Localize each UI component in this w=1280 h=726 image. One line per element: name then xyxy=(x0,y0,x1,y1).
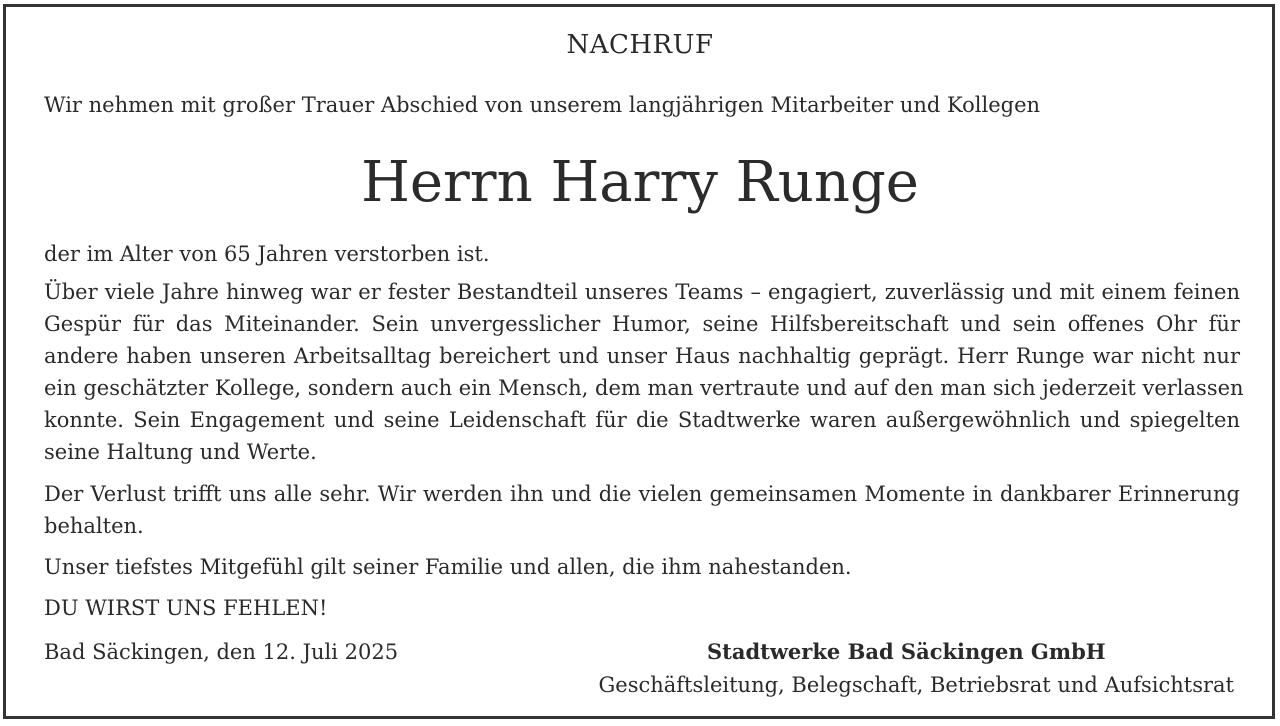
condolence-paragraph: Unser tiefstes Mitgefühl gilt seiner Familie und allen, die ihm nahestanden. xyxy=(44,555,852,579)
closing-line: DU WIRST UNS FEHLEN! xyxy=(44,596,328,620)
intro-text: Wir nehmen mit großer Trauer Abschied von unserem langjährigen Mitarbeiter und Kollegen xyxy=(44,93,1041,117)
place-date: Bad Säckingen, den 12. Juli 2025 xyxy=(44,640,399,664)
tribute-line: Über viele Jahre hinweg war er fester Bestandteil unseres Teams – engagiert, zuverlässig und mit einem feinen xyxy=(44,280,1240,304)
notice-heading: NACHRUF xyxy=(566,30,714,60)
tribute-paragraph xyxy=(44,276,1244,468)
company-name: Stadtwerke Bad Säckingen GmbH xyxy=(707,639,1106,664)
age-line: der im Alter von 65 Jahren verstorben ist. xyxy=(44,242,490,266)
deceased-name: Herrn Harry Runge xyxy=(361,150,919,215)
tribute-line: andere haben unseren Arbeitsalltag bereichert und unser Haus nachhaltig geprägt. Herr Runge war nicht nur xyxy=(44,344,1240,368)
loss-paragraph xyxy=(44,478,1240,542)
loss-line: Der Verlust trifft uns alle sehr. Wir werden ihn und die vielen gemeinsamen Momente in dankbarer Erinnerung xyxy=(44,482,1240,506)
company-signatories: Geschäftsleitung, Belegschaft, Betriebsrat und Aufsichtsrat xyxy=(598,673,1234,697)
loss-line: behalten. xyxy=(44,514,144,538)
tribute-line: Gespür für das Miteinander. Sein unvergesslicher Humor, seine Hilfsbereitschaft und sein offenes Ohr für xyxy=(44,312,1240,336)
tribute-line: ein geschätzter Kollege, sondern auch ein Mensch, dem man vertraute und auf den man sich jederzeit verlassen xyxy=(44,376,1244,400)
tribute-line: seine Haltung und Werte. xyxy=(44,440,317,464)
tribute-line: konnte. Sein Engagement und seine Leidenschaft für die Stadtwerke waren außergewöhnlich und spiegelten xyxy=(44,408,1240,432)
